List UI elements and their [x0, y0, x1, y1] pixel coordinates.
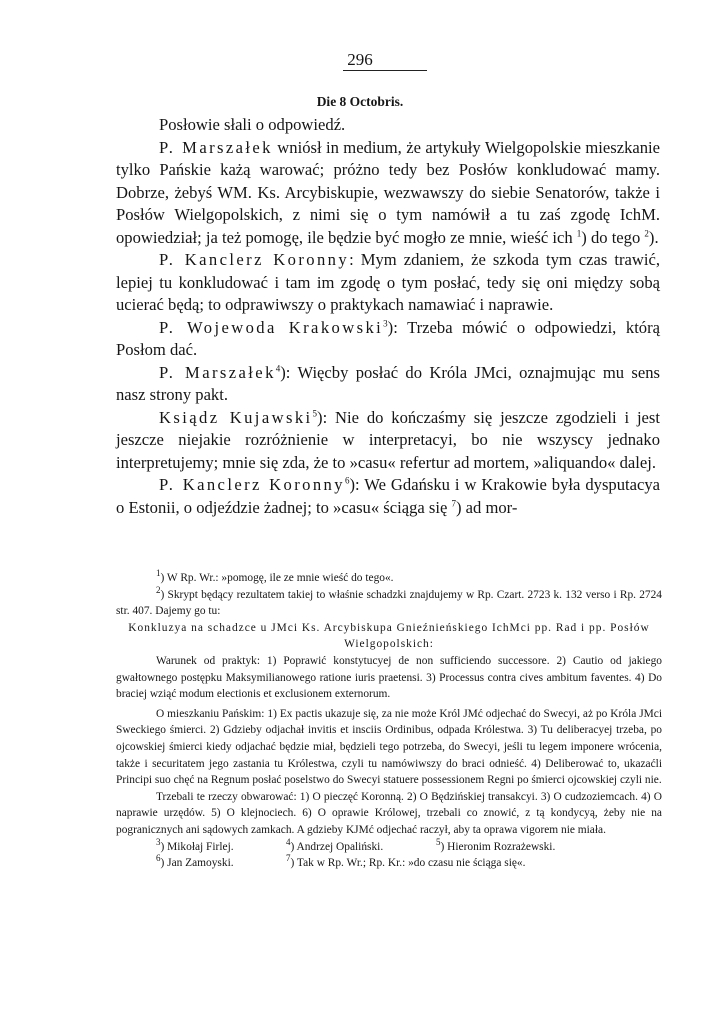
footnote-ref-text: ) Hieronim Rozrażewski. [440, 840, 556, 853]
speaker-name: P. Marszałek [159, 137, 273, 157]
footnote-ref-text: ) Jan Zamoyski. [160, 857, 234, 870]
footnote [116, 653, 662, 703]
text-run: Posłowie słali o odpowiedź. [159, 115, 346, 134]
footnote-marker: 4 [275, 362, 281, 373]
page-number: 296 [347, 50, 373, 69]
footnote-marker: 6 [156, 853, 161, 864]
text-run: ) do tego [581, 227, 645, 247]
footnote-marker: 1 [576, 227, 582, 238]
footnote-refs-row [116, 855, 662, 872]
text-run: ) W Rp. Wr.: »pomogę, ile ze mnie wieść do tego«. [160, 572, 394, 584]
footnote-ref-text: ) Andrzej Opaliński. [290, 840, 384, 853]
footnote [116, 620, 662, 653]
text-run: Warunek od praktyk: 1) Poprawić konstytucyej de non sufficiendo successore. 2) Cautio od jakiego gwałtownego postępku Maksymilianowego ratione iuris praetensi. 3) Processus contra cives ambitum faventes. 4) Do braciej wziąć modum electionis et exclusionem externorum. [116, 654, 662, 701]
speaker-name: P. Marszałek [159, 362, 276, 382]
footnote-refs-row [116, 836, 662, 856]
footnote-marker: 4 [286, 836, 291, 847]
footnote-marker: 7 [286, 853, 291, 864]
footnote-ref [156, 855, 286, 872]
speaker-name: P. Kanclerz Koronny [159, 475, 345, 494]
text-run: O mieszkaniu Pańskim: 1) Ex pactis ukazuje się, za nie może Król JMć odjechać do Swecyi, aż po Króla JMci Sweckiego śmierci. 2) Gdzieby odjachał invitis et insciis Ordinibus, odpada Królestwa. 3) Tu deliberacyej trzeba, po ojcowskiej śmierci kiedy odjachać będzie miał, będzieli tego potrzeba, do Swecyi, jeśli tu legem imponere wrócenia, także i securitatem jego zastania tu Królestwa, czyli tu namówiwszy do braci odnieść. 4) Deliberować to, ukazaćli Principi suo chęć na Regnum posłać poselstwo do Swecyi statuere possessionem Regni po śmierci ojcowskiej czyli nie. [116, 707, 662, 787]
page-number-rule [343, 70, 427, 71]
text-run: ) ad mor- [455, 497, 518, 517]
text-run: ): Nie do kończaśmy się jeszcze zgodzieli i jest jeszcze niejakie rozróżnienie w interpretacyi, bo nie wszyscy jednako interpretujemy; mnie się zda, że to »casu« refertur ad mortem, »aliquando« dalej. [116, 407, 660, 472]
footnote-ref [156, 836, 286, 856]
speaker-name: P. Kanclerz Koronny [159, 250, 350, 269]
footnote-marker: 5 [312, 407, 318, 418]
text-run: ): Trzeba mówić o odpowiedzi, którą Posłom dać. [116, 317, 660, 359]
speaker-name: Ksiądz Kujawski [159, 407, 313, 427]
footnote-marker: 2 [644, 227, 649, 238]
footnote-marker: 1 [156, 568, 161, 579]
text-run: Konkluzya na schadzce u JMci Ks. Arcybiskupa Gnieźnieńskiego IchMci pp. Rad i pp. Posłów Wielgopolskich: [128, 621, 650, 651]
text-run: ). [648, 227, 659, 247]
date-heading: Die 8 Octobris. [316, 94, 404, 109]
text-run: ): We Gdańsku i w Krakowie była dysputacya o Estonii, o odjeździe żadnej; to »casu« ściąga się [116, 475, 660, 517]
paragraph [116, 362, 660, 407]
footnote [116, 570, 662, 587]
text-run: wniósł in medium, że artykuły Wielgopolskie mieszkanie tylko Pańskie każą warować; próżno tedy bez Posłów konkludować mamy. Dobrze, żebyś WM. Ks. Arcybiskupie, wezwawszy do siebie Senatorów, także i Posłów Wielgopolskich, z nimi się o tym namówił a tu zaś zgodę IchM. opowiedział; ja też pomogę, ile będzie być mogło ze mnie, wieść ich [116, 137, 661, 247]
main-text [116, 114, 660, 519]
footnote [116, 706, 662, 789]
paragraph [116, 114, 660, 137]
footnote-marker: 7 [451, 497, 456, 508]
footnotes [116, 570, 662, 872]
text-run: ) Skrypt będący rezultatem takiej to właśnie schadzki znajdujemy w Rp. Czart. 2723 k. 132 verso i Rp. 2724 str. 407. Dajemy go tu: [116, 588, 662, 618]
footnote-marker: 3 [156, 836, 161, 847]
footnote-marker: 6 [344, 475, 350, 486]
footnote-marker: 2 [156, 584, 161, 595]
footnote-marker: 5 [436, 836, 441, 847]
speaker-name: P. Wojewoda Krakowski [159, 317, 384, 337]
footnote-ref [286, 836, 436, 856]
paragraph [116, 317, 660, 362]
footnote-ref [436, 836, 556, 856]
text-run: Trzebali te rzeczy obwarować: 1) O pieczęć Koronną. 2) O Będzińskiej transakcyi. 3) O cudzoziemcach. 4) O naprawie urzędów. 5) O klejnociech. 6) O oprawie Królowej, trzebali co znowić, z tą kondycyą, żeby nie na pogranicznych ani sądowych zamkach. A gdzieby KJMć odjechać raczył, aby ta oprawa vigorem nie miała. [116, 790, 662, 836]
footnote-ref [286, 855, 525, 872]
footnote-ref-text: ) Tak w Rp. Wr.; Rp. Kr.: »do czasu nie ściąga się«. [290, 857, 526, 870]
footnote-marker: 3 [383, 317, 388, 328]
text-run: ): Więcby posłać do Króla JMci, oznajmując mu sens nasz strony pakt. [116, 362, 661, 404]
footnote [116, 584, 662, 620]
footnote-ref-text: ) Mikołaj Firlej. [160, 840, 234, 853]
paragraph [116, 474, 660, 519]
paragraph [116, 407, 660, 475]
paragraph [116, 249, 660, 317]
paragraph [116, 137, 660, 250]
text-run: : Mym zdaniem, że szkoda tym czas trawić, lepiej tu konkludować i tam im zgodę o tym posłać, tedy się oni między sobą ucierać będą; to odprawiwszy o praktykach namawiać i naprawie. [116, 250, 660, 314]
footnote [116, 789, 662, 839]
